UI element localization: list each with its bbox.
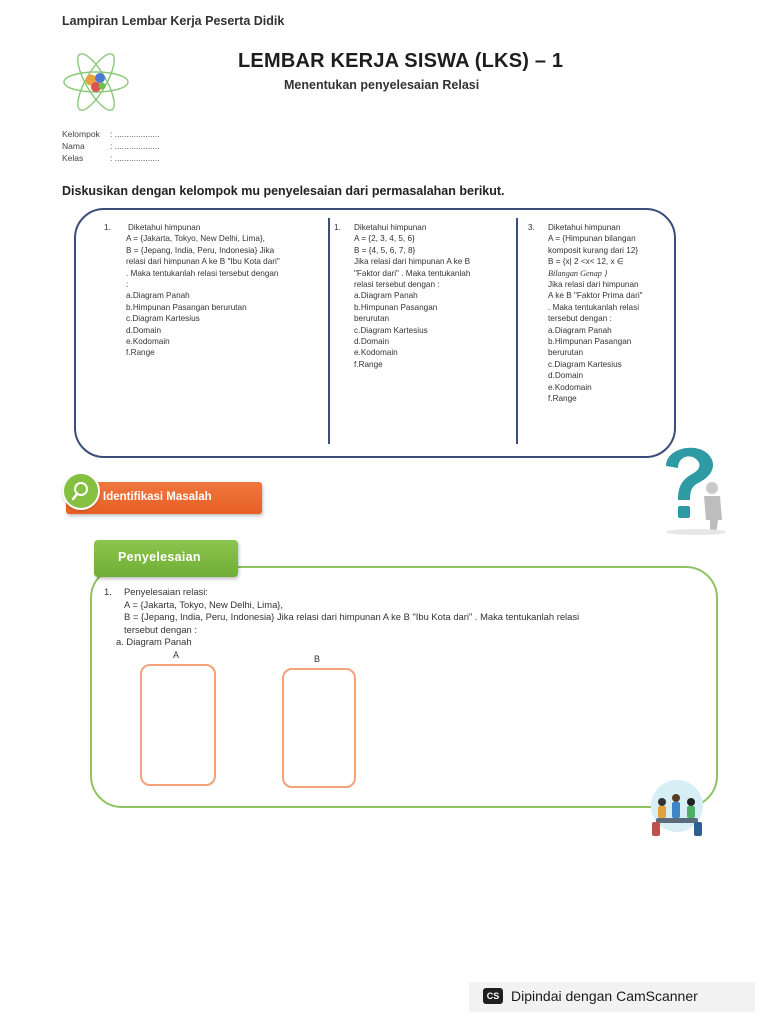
atom-logo-icon (60, 46, 132, 118)
problem-2: 1. Diketahui himpunan A = {2, 3, 4, 5, 6} B = {4, 5, 6, 7, 8} Jika relasi dari himpunan A ke B "Faktor dari" . Maka tentukanlah relasi tersebut dengan : a.Diagram Panah b.Himpunan Pasangan berurutan c.Diagram Kartesius d.Domain e.Kodomain f.Range (334, 223, 471, 369)
info-row-nama: Nama : ................... (62, 141, 160, 151)
solution-text: 1. Penyelesaian relasi: A = {Jakarta, Tokyo, New Delhi, Lima}, B = {Jepang, India, Peru, Indonesia} Jika relasi dari himpunan A ke B "Ibu Kota dari" . Maka tentukanlah relasi tersebut dengan : a. Diagram Panah (104, 586, 580, 648)
solution-tab-label: Penyelesaian (118, 550, 201, 564)
question-mark-figure-icon (652, 440, 732, 536)
info-row-kelas: Kelas : ................... (62, 153, 160, 163)
problem-3: 3. Diketahui himpunan A = {Himpunan bilangan komposit kurang dari 12} B = {x| 2 <x< 12, x ∈ Bilangan Genap } Jika relasi dari himpunan A ke B "Faktor Prima dari" . Maka tentukanlah relasi tersebut dengan : a.Diagram Panah b.Himpunan Pasangan berurutan c.Diagram Kartesius d.Domain e.Kodomain f.Range (528, 223, 643, 404)
camscanner-text: Dipindai dengan CamScanner (511, 988, 698, 1004)
camscanner-logo-icon: CS (483, 988, 503, 1004)
instruction: Diskusikan dengan kelompok mu penyelesaian dari permasalahan berikut. (62, 184, 505, 198)
identify-problem-label: Identifikasi Masalah (103, 491, 212, 503)
search-icon (64, 474, 98, 508)
group-discussion-icon (642, 778, 712, 842)
worksheet-title: LEMBAR KERJA SISWA (LKS) – 1 (238, 50, 564, 72)
problem-1: 1. Diketahui himpunan A = {Jakarta, Tokyo, New Delhi, Lima}, B = {Jepang, India, Peru, Indonesia} Jika relasi dari himpunan A ke B "Ibu Kota dari" . Maka tentukanlah relasi tersebut dengan : a.Diagram Panah b.Himpunan Pasangan berurutan c.Diagram Kartesius d.Domain e.Kodomain f.Range (104, 223, 280, 358)
set-a-label: A (173, 650, 180, 660)
student-info (62, 128, 160, 164)
worksheet-subtitle: Menentukan penyelesaian Relasi (284, 78, 480, 92)
set-b-oval (282, 668, 356, 788)
info-row-kelompok: Kelompok : ................... (62, 129, 160, 139)
set-b-label: B (314, 654, 321, 664)
magnifier-badge (62, 472, 100, 510)
column-divider (516, 218, 518, 444)
set-a-oval (140, 664, 216, 786)
column-divider (328, 218, 330, 444)
top-label: Lampiran Lembar Kerja Peserta Didik (62, 14, 285, 28)
